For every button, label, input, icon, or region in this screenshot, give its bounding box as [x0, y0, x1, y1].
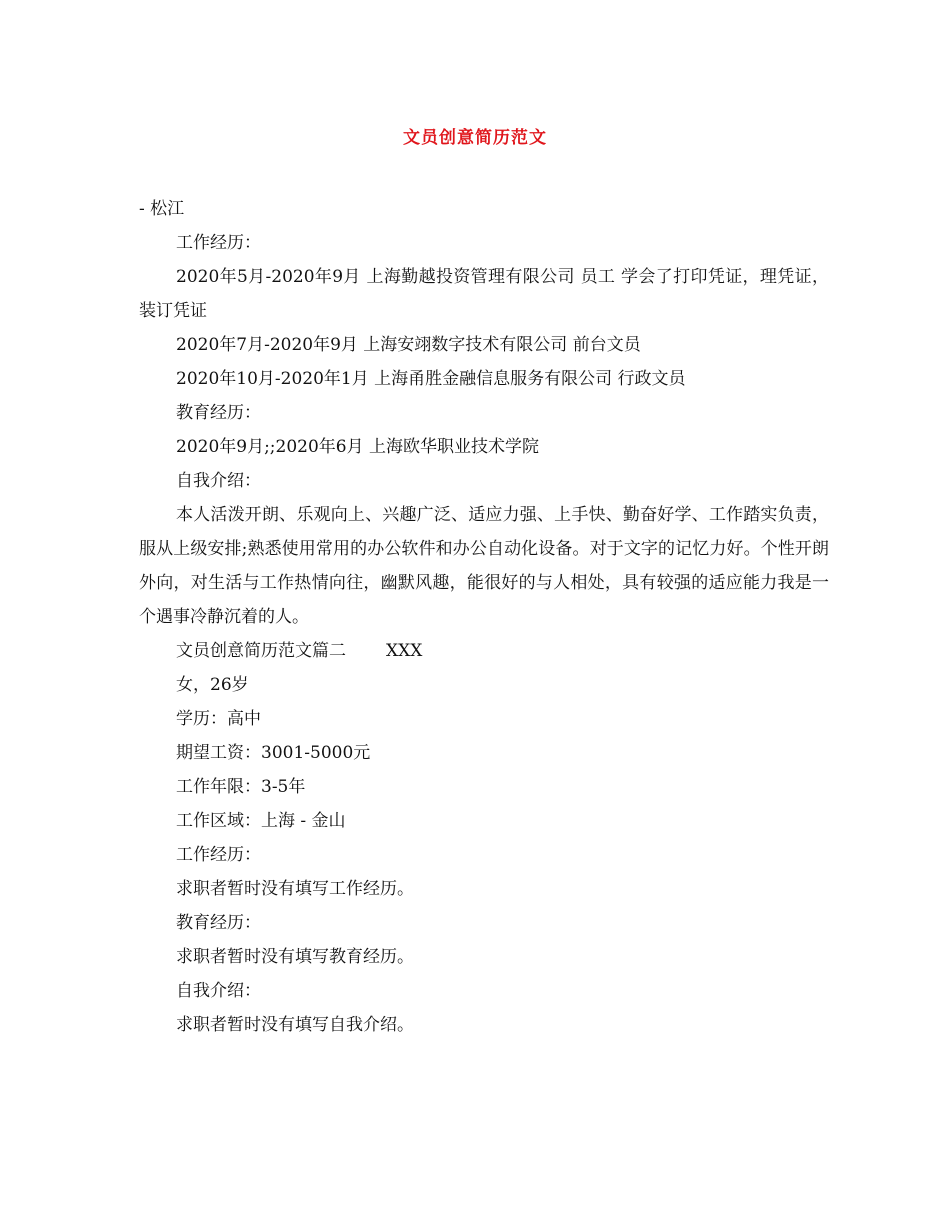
section-heading-education: 教育经历：	[176, 403, 261, 423]
second-resume-title: 文员创意简历范文篇二	[176, 641, 346, 661]
education-level: 学历：高中	[176, 709, 261, 729]
section-heading-intro: 自我介绍：	[176, 471, 261, 491]
work-entry-3: 2020年10月-2020年1月 上海甬胜金融信息服务有限公司 行政文员	[176, 369, 686, 389]
section-heading-education-2: 教育经历：	[176, 913, 261, 933]
work-area: 工作区域：上海 - 金山	[176, 811, 346, 831]
expected-salary: 期望工资：3001-5000元	[176, 743, 371, 763]
section-heading-work: 工作经历：	[176, 233, 261, 253]
work-empty-note: 求职者暂时没有填写工作经历。	[176, 879, 414, 899]
second-resume-name: XXX	[386, 641, 423, 661]
work-entry-2: 2020年7月-2020年9月 上海安翊数字技术有限公司 前台文员	[176, 335, 641, 355]
work-entry-1: 2020年5月-2020年9月 上海勤越投资管理有限公司 员工 学会了打印凭证，理凭证，装订凭证	[139, 267, 829, 321]
education-empty-note: 求职者暂时没有填写教育经历。	[176, 947, 414, 967]
location-line: - 松江	[139, 199, 185, 219]
work-years: 工作年限：3-5年	[176, 777, 306, 797]
section-heading-work-2: 工作经历：	[176, 845, 261, 865]
intro-empty-note: 求职者暂时没有填写自我介绍。	[176, 1015, 414, 1035]
education-entry: 2020年9月;;2020年6月 上海欧华职业技术学院	[176, 437, 540, 457]
second-resume-heading	[139, 634, 829, 668]
intro-paragraph: 本人活泼开朗、乐观向上、兴趣广泛、适应力强、上手快、勤奋好学、工作踏实负责，服从上级安排;熟悉使用常用的办公软件和办公自动化设备。对于文字的记忆力好。个性开朗外向，对生活与工作热情向往，幽默风趣，能很好的与人相处，具有较强的适应能力我是一个遇事冷静沉着的人。	[139, 505, 829, 627]
gender-age: 女，26岁	[176, 675, 249, 695]
document-body	[139, 192, 829, 1042]
document-title: 文员创意简历范文	[403, 128, 547, 148]
section-heading-intro-2: 自我介绍：	[176, 981, 261, 1001]
